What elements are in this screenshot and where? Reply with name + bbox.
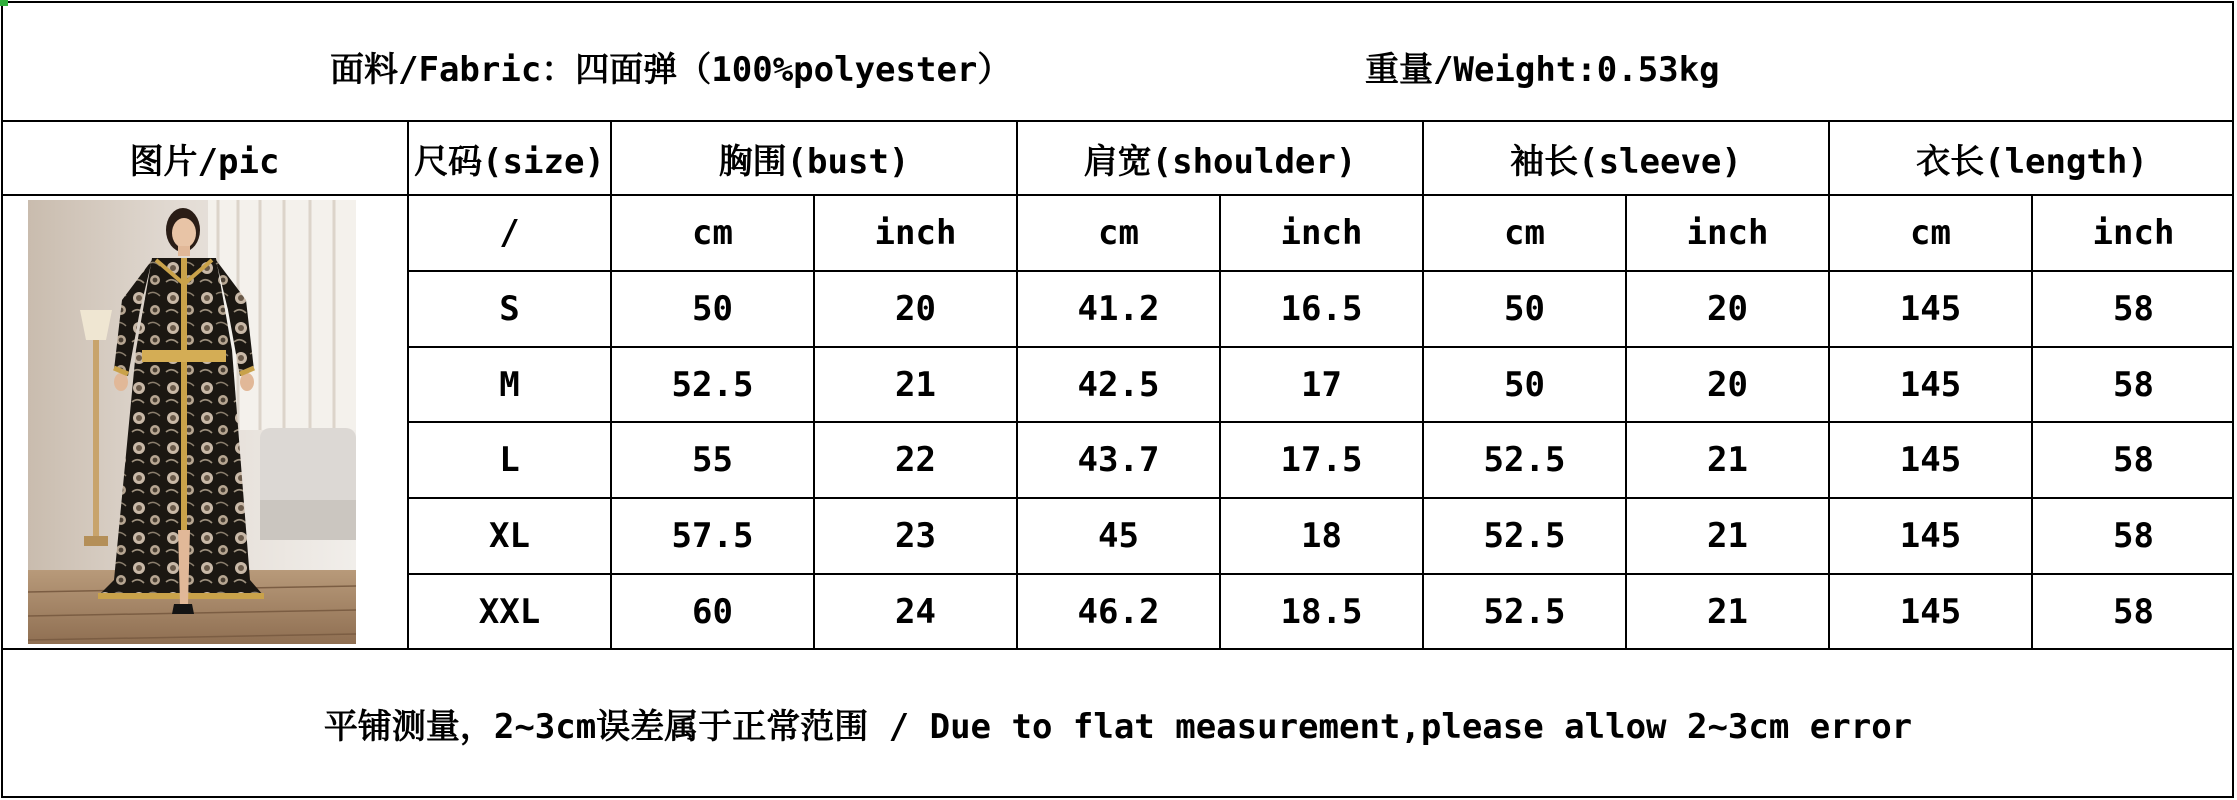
table-cell-shoulder-inch: 17 <box>1301 364 1342 405</box>
table-cell-shoulder-cm: 41.2 <box>1077 289 1160 329</box>
table-cell-size: S <box>499 289 520 329</box>
table-cell-bust-cm: 55 <box>692 440 733 480</box>
table-cell-sleeve-inch: 21 <box>1707 591 1748 632</box>
unit-length-cm: cm <box>1910 213 1951 253</box>
table-cell-bust-inch: 21 <box>895 364 936 405</box>
table-cell-sleeve-cm: 50 <box>1504 364 1545 405</box>
table-cell-shoulder-inch: 17.5 <box>1280 440 1363 480</box>
table-cell-shoulder-inch: 18 <box>1301 516 1342 556</box>
table-cell-sleeve-inch: 20 <box>1707 289 1748 329</box>
table-cell-shoulder-inch: 18.5 <box>1280 591 1363 632</box>
fabric-label: 面料/Fabric：四面弹（100%polyester） <box>330 49 1012 90</box>
table-cell-bust-inch: 24 <box>895 591 936 632</box>
table-cell-length-cm: 145 <box>1899 516 1962 556</box>
table-cell-shoulder-cm: 46.2 <box>1077 591 1160 632</box>
table-cell-bust-cm: 52.5 <box>671 364 754 405</box>
table-cell-length-cm: 145 <box>1899 440 1962 480</box>
unit-bust-cm: cm <box>692 213 733 253</box>
corner-mark-icon <box>0 0 8 6</box>
table-cell-length-cm: 145 <box>1899 289 1962 329</box>
column-header-length: 衣长(length) <box>1916 141 2148 182</box>
table-cell-bust-cm: 60 <box>692 591 733 632</box>
table-cell-sleeve-inch: 21 <box>1707 440 1748 480</box>
table-cell-shoulder-cm: 43.7 <box>1077 440 1160 480</box>
table-cell-bust-inch: 23 <box>895 516 936 556</box>
unit-shoulder-cm: cm <box>1098 213 1139 253</box>
table-cell-size: M <box>499 364 520 405</box>
table-cell-bust-cm: 50 <box>692 289 733 329</box>
table-cell-shoulder-cm: 45 <box>1098 516 1139 556</box>
table-cell-size: L <box>499 440 520 480</box>
product-photo <box>28 200 356 644</box>
weight-label: 重量/Weight:0.53kg <box>1365 49 1720 90</box>
table-cell-shoulder-inch: 16.5 <box>1280 289 1363 329</box>
table-cell-sleeve-cm: 52.5 <box>1483 440 1566 480</box>
column-header-size: 尺码(size) <box>414 141 605 182</box>
measurement-note: 平铺测量，2~3cm误差属于正常范围 / Due to flat measurement,please allow 2~3cm error <box>323 706 1913 747</box>
table-cell-size: XL <box>489 516 530 556</box>
table-cell-sleeve-inch: 20 <box>1707 364 1748 405</box>
table-cell-length-inch: 58 <box>2113 440 2154 480</box>
table-cell-bust-inch: 22 <box>895 440 936 480</box>
table-cell-length-inch: 58 <box>2113 364 2154 405</box>
table-cell-bust-inch: 20 <box>895 289 936 329</box>
unit-sleeve-cm: cm <box>1504 213 1545 253</box>
column-header-shoulder: 肩宽(shoulder) <box>1083 141 1357 182</box>
table-cell-length-inch: 58 <box>2113 516 2154 556</box>
unit-shoulder-inch: inch <box>1280 213 1363 253</box>
table-cell-length-cm: 145 <box>1899 591 1962 632</box>
column-header-bust: 胸围(bust) <box>718 141 910 182</box>
column-header-pic: 图片/pic <box>129 141 280 182</box>
table-cell-sleeve-cm: 52.5 <box>1483 591 1566 632</box>
product-photo-dress-icon <box>28 200 356 644</box>
unit-length-inch: inch <box>2092 213 2175 253</box>
table-cell-bust-cm: 57.5 <box>671 516 754 556</box>
unit-size: / <box>499 213 520 253</box>
table-cell-sleeve-cm: 52.5 <box>1483 516 1566 556</box>
table-cell-length-inch: 58 <box>2113 289 2154 329</box>
unit-sleeve-inch: inch <box>1686 213 1769 253</box>
unit-bust-inch: inch <box>874 213 957 253</box>
column-header-sleeve: 袖长(sleeve) <box>1510 141 1742 182</box>
table-cell-sleeve-cm: 50 <box>1504 289 1545 329</box>
table-cell-length-cm: 145 <box>1899 364 1962 405</box>
table-cell-size: XXL <box>478 591 541 632</box>
table-cell-sleeve-inch: 21 <box>1707 516 1748 556</box>
table-cell-length-inch: 58 <box>2113 591 2154 632</box>
table-cell-shoulder-cm: 42.5 <box>1077 364 1160 405</box>
